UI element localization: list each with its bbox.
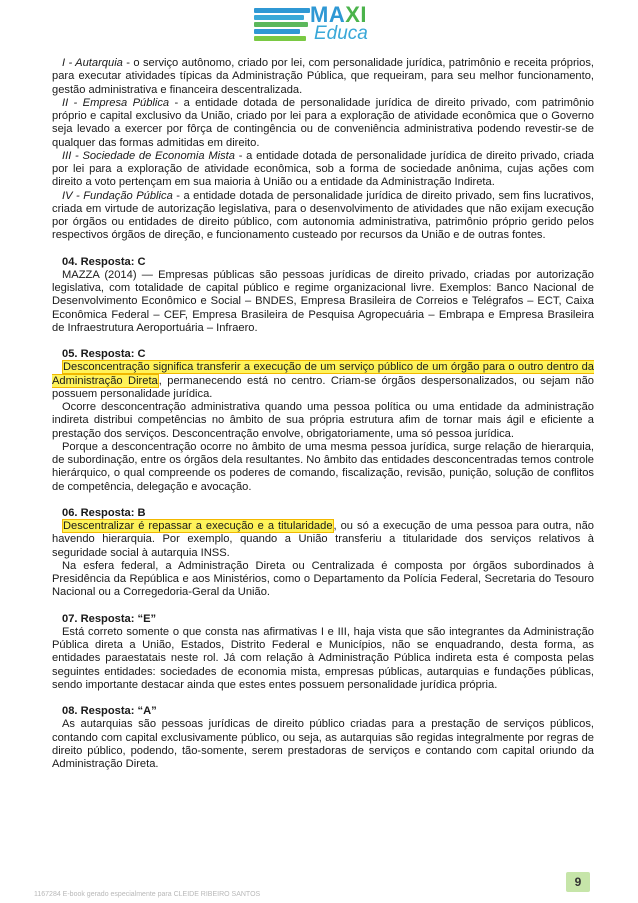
answer-05-paragraph-1: Desconcentração significa transferir a execução de um serviço público de um órgão para o outro dentro da Administração Direta, permanecendo está no centro. Criam-se órgãos despersonalizados, ou sejam não possuem personalidade jurídica. xyxy=(52,361,594,400)
paragraph-sociedade-economia-mista: III - Sociedade de Economia Mista - a entidade dotada de personalidade jurídica de direito privado, criada por lei para a exploração de atividade econômica, sob a forma de sociedade anônima, cujas ações com direito a voto pertençam em sua maioria à União ou a entidade da Administração Indireta. xyxy=(52,149,594,189)
highlighted-text: Desconcentração significa transferir a execução de um serviço público de um órgão para o outro dentro da Administração Direta xyxy=(52,361,594,387)
answer-06-paragraph-2: Na esfera federal, a Administração Direta ou Centralizada é composta por órgãos subordinados à Presidência da República e aos Ministérios, como o Departamento da Polícia Federal, Secretaria do Tesouro Nacional ou a Corregedoria-Geral da União. xyxy=(52,559,594,599)
document-body xyxy=(52,57,594,771)
answer-04-text: MAZZA (2014) — Empresas públicas são pessoas jurídicas de direito privado, criadas por autorização legislativa, com totalidade de capital público e regime organizacional livre. Exemplos: Banco Nacional de Desenvolvimento Econômico e Social – BNDES, Empresa Brasileira de Correios e Telégrafos – ECT, Caixa Econômica Federal – CEF, Empresa Brasileira de Pesquisa Agropecuária – Embrapa e Empresa Brasileira de Infraestrutura Aeroportuária – Infraero. xyxy=(52,268,594,334)
answer-05-paragraph-3: Porque a desconcentração ocorre no âmbito de uma mesma pessoa jurídica, surge relação de hierarquia, de subordinação, entre os órgãos dela resultantes. No âmbito das entidades desconcentradas temos controle hierárquico, o qual compreende os poderes de comando, fiscalização, revisão, punição, solução de conflitos de competência, delegação e avocação. xyxy=(52,440,594,493)
paragraph-empresa-publica: II - Empresa Pública - a entidade dotada de personalidade jurídica de direito privado, com patrimônio próprio e capital exclusivo da União, criado por lei para a exploração de atividade econômica que o Governo seja levado a exercer por fôrça de contingência ou de conveniência administrativa podendo revestir-se de qualquer das formas admitidas em direito. xyxy=(52,96,594,149)
answer-06-title: 06. Resposta: B xyxy=(62,506,146,519)
page-number-badge: 9 xyxy=(566,872,590,892)
logo-educa-text: Educa xyxy=(314,23,368,44)
answer-07-title: 07. Resposta: “E” xyxy=(62,612,157,625)
answer-05-title: 05. Resposta: C xyxy=(62,348,146,360)
term-sociedade-economia-mista: III - Sociedade de Economia Mista xyxy=(62,149,235,162)
logo-maxi-text: MAXI xyxy=(310,2,368,27)
logo-stripes-icon xyxy=(254,8,312,44)
answer-08-text: As autarquias são pessoas jurídicas de direito público criadas para a prestação de serviços públicos, contando com capital exclusivamente público, ou seja, as autarquias são regidas integralmente por regras de direito público, podendo, tão-somente, serem prestadoras de serviços e contando com capital oriundo da Administração Direta. xyxy=(52,718,594,770)
maxi-educa-logo xyxy=(254,4,392,46)
answer-07-text: Está correto somente o que consta nas afirmativas I e III, haja vista que são integrantes da Administração Pública direta a União, Estados, Distrito Federal e Municípios, não se enquadrando, desta forma, as entidades paraestatais neste rol. Já com relação à Administração Pública indireta esta é composta pelas seguintes entidades: sociedades de economia mista, empresas públicas, autarquias e fundações públicas, sendo importante destacar ainda que estes entes possuem personalidade jurídica própria. xyxy=(52,625,594,691)
answer-04-title: 04. Resposta: C xyxy=(62,255,146,268)
paragraph-fundacao-publica: IV - Fundação Pública - a entidade dotada de personalidade jurídica de direito privado, sem fins lucrativos, criada em virtude de autorização legislativa, para o desenvolvimento de atividades que não exijam execução por órgãos ou entidades de direito público, com autonomia administrativa, patrimônio próprio gerido pelos respectivos órgãos de direção, e funcionamento custeado por recursos da União e de outras fontes. xyxy=(52,189,594,242)
answer-06-paragraph-1: Descentralizar é repassar a execução e a titularidade, ou só a execução de uma pessoa para outra, não havendo hierarquia. Por exemplo, quando a União transferiu a titularidade dos serviços relativos à seguridade social à autarquia INSS. xyxy=(52,520,595,559)
term-fundacao-publica: IV - Fundação Pública xyxy=(62,189,173,202)
footer-watermark: 1167284 E-book gerado especialmente para CLEIDE RIBEIRO SANTOS xyxy=(34,891,261,898)
answer-08-title: 08. Resposta: “A” xyxy=(62,705,157,717)
answer-05-paragraph-2: Ocorre desconcentração administrativa quando uma pessoa política ou uma entidade da administração indireta distribui competências no âmbito de sua própria estrutura afim de tornar mais ágil e eficiente a prestação dos serviços. Desconcentração envolve, obrigatoriamente, uma só pessoa jurídica. xyxy=(52,401,594,440)
highlighted-text: Descentralizar é repassar a execução e a titularidade xyxy=(63,520,333,532)
term-empresa-publica: II - Empresa Pública xyxy=(62,96,170,109)
term-autarquia: I - Autarquia xyxy=(62,57,123,69)
paragraph-autarquia: I - Autarquia - o serviço autônomo, criado por lei, com personalidade jurídica, patrimônio e receita próprios, para executar atividades típicas da Administração Pública, que requeiram, para seu melhor funcionamento, gestão administrativa e financeira descentralizada. xyxy=(52,57,594,96)
